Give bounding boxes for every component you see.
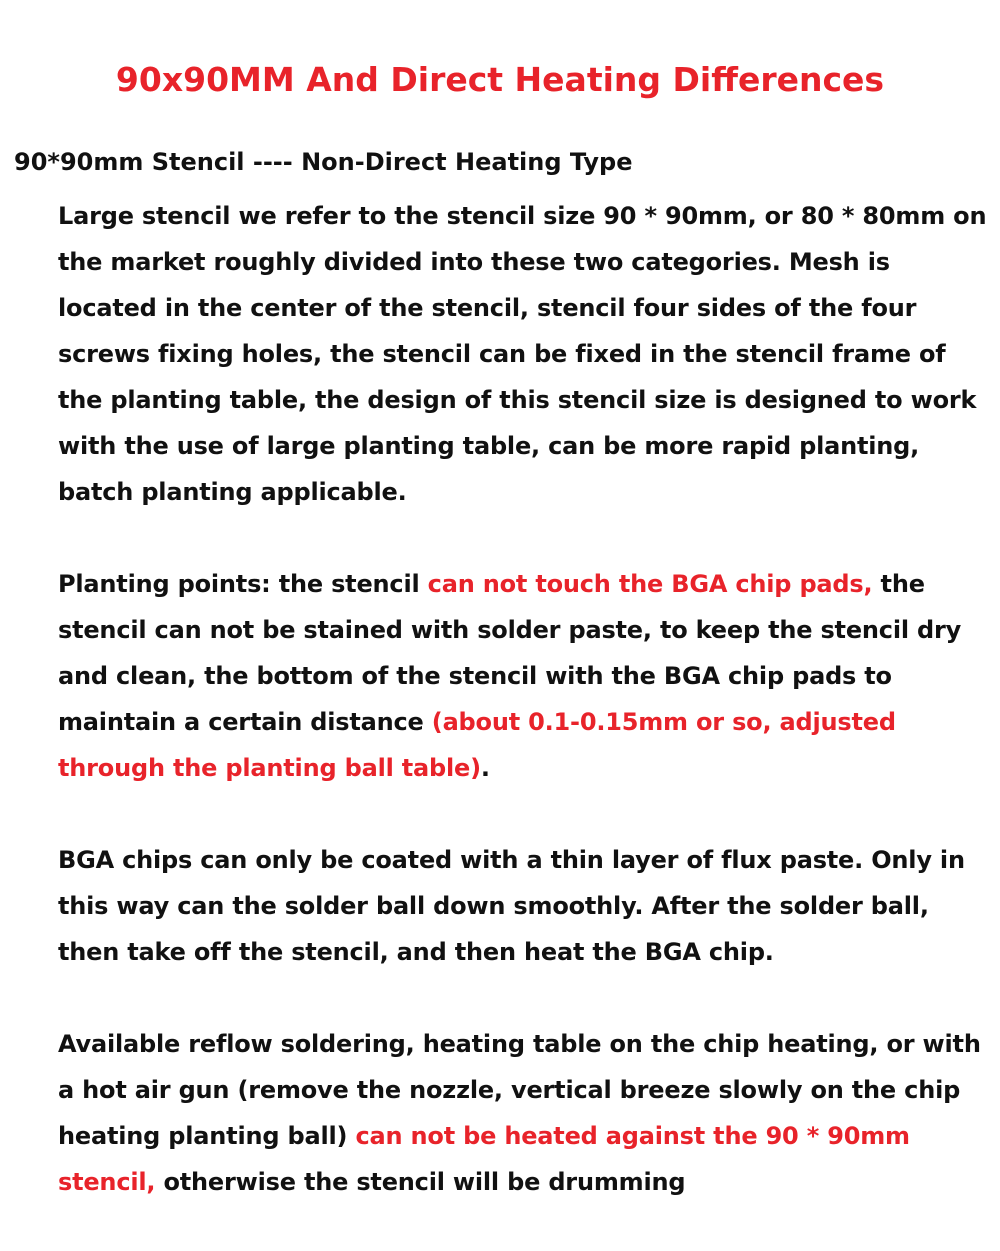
section-subtitle: 90*90mm Stencil ---- Non-Direct Heating Type — [14, 148, 633, 176]
highlight-distance-text: (about 0.1-0.15mm or so, adjusted through the planting ball table) — [58, 708, 896, 782]
paragraph-stencil-description — [58, 193, 988, 515]
paragraph-text: . — [480, 754, 490, 782]
paragraph-planting-points — [58, 561, 988, 791]
paragraph-text: otherwise the stencil will be drumming — [155, 1168, 686, 1196]
paragraph-text: Planting points: the stencil — [58, 570, 428, 598]
paragraph-flux-paste — [58, 837, 988, 975]
paragraph-text: Available reflow soldering, heating table on the chip heating, or with a hot air gun (remove the nozzle, vertical breeze slowly on the chip heating planting ball) — [58, 1030, 981, 1150]
paragraph-text: the stencil can not be stained with solder paste, to keep the stencil dry and clean, the bottom of the stencil with the BGA chip pads to maintain a certain distance — [58, 570, 962, 736]
paragraph-text: BGA chips can only be coated with a thin layer of flux paste. Only in this way can the solder ball down smoothly. After the solder ball, then take off the stencil, and then heat the BGA chip. — [58, 846, 965, 966]
page-title: 90x90MM And Direct Heating Differences — [115, 60, 885, 99]
paragraph-text: Large stencil we refer to the stencil size 90 * 90mm, or 80 * 80mm on the market roughly divided into these two categories. Mesh is located in the center of the stencil, stencil four sides of the four screws fixing holes, the stencil can be fixed in the stencil frame of the planting table, the design of this stencil size is designed to work with the use of large planting table, can be more rapid planting, batch planting applicable. — [58, 202, 987, 506]
highlight-warning-text: can not touch the BGA chip pads, — [427, 570, 873, 598]
paragraph-heating-methods — [58, 1021, 988, 1205]
highlight-warning-text: can not be heated against the 90 * 90mm stencil, — [58, 1122, 910, 1196]
document-body — [58, 193, 988, 1251]
